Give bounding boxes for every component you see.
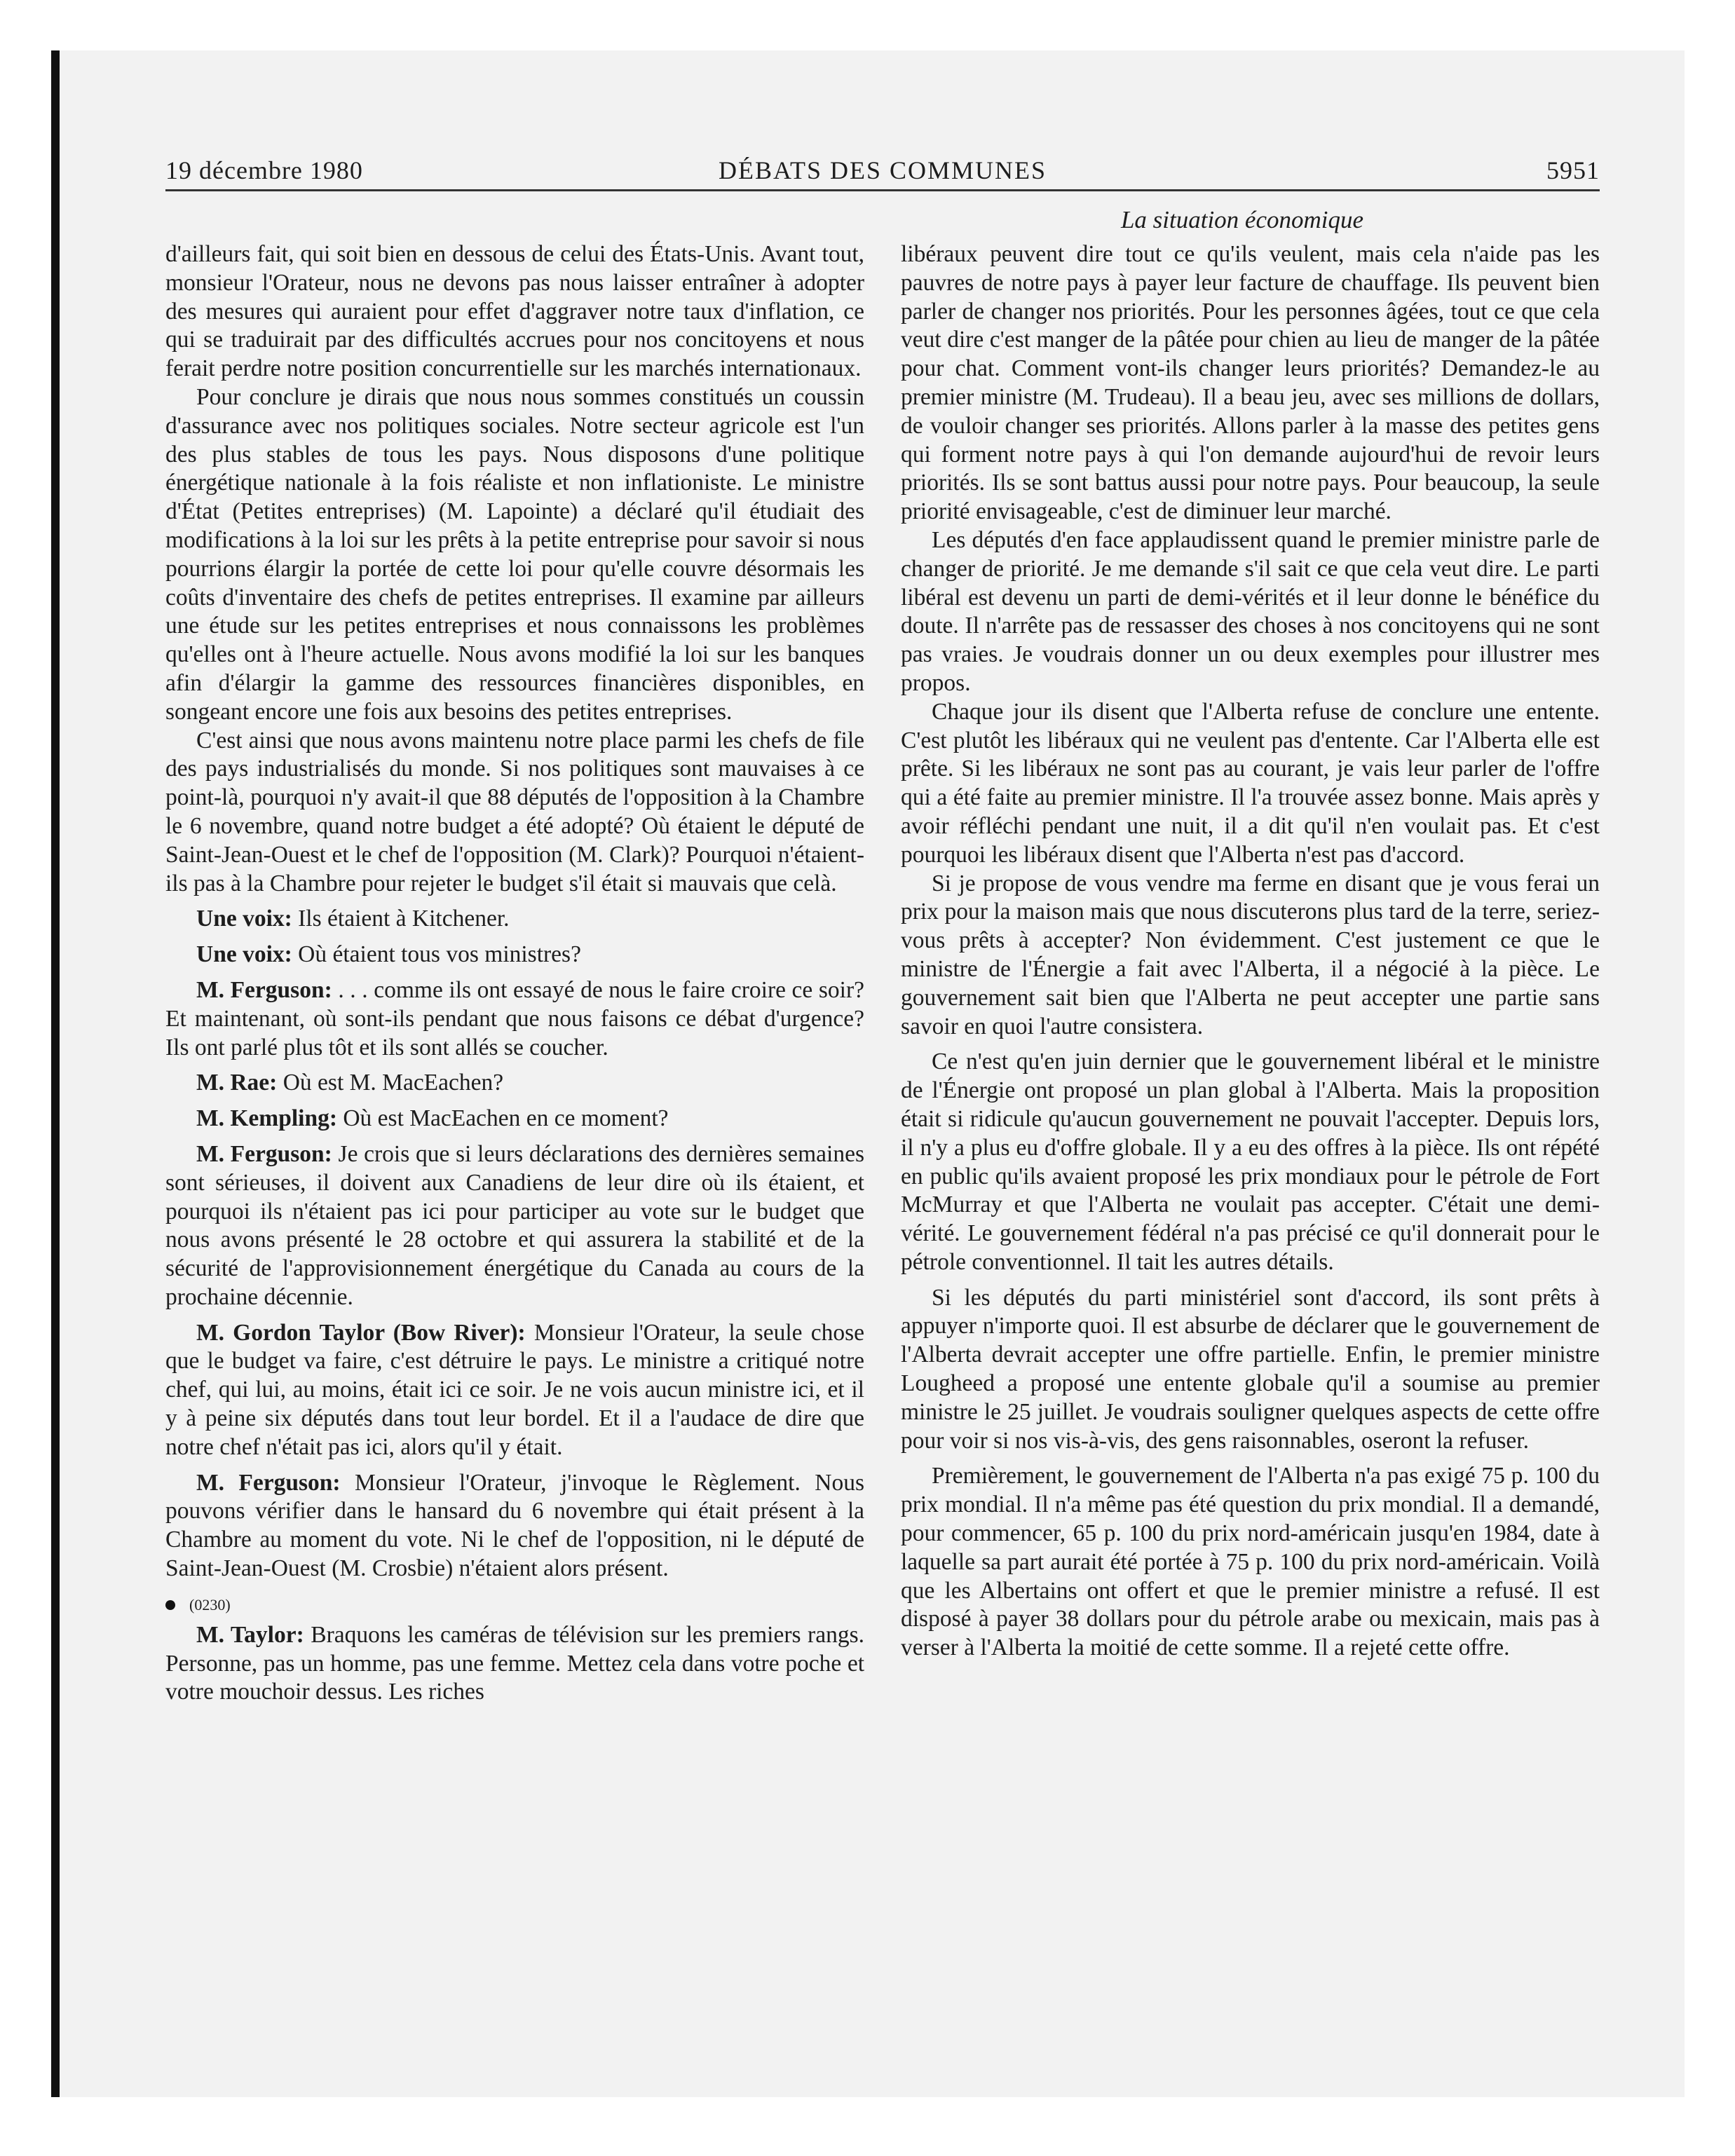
speech-paragraph bbox=[165, 1621, 864, 1707]
speaker-name: M. Taylor: bbox=[196, 1621, 304, 1648]
speaker-name: M. Ferguson: bbox=[196, 1469, 341, 1496]
speaker-name: M. Ferguson: bbox=[196, 976, 332, 1003]
speech-paragraph bbox=[165, 976, 864, 1062]
paragraph: Chaque jour ils disent que l'Alberta refuse de conclure une entente. C'est plutôt les libéraux qui ne veulent pas d'entente. Car l'Alberta elle est prête. Si les libéraux ne sont pas au courant, je vais leur parler de l'offre qui a été faite au premier ministre. Il l'a trouvée assez bonne. Mais après y avoir réfléchi pendant une nuit, il a dit qu'il n'en voulait pas. Et c'est pourquoi les libéraux disent que l'Alberta n'est pas d'accord. bbox=[901, 698, 1600, 868]
header-title: DÉBATS DES COMMUNES bbox=[718, 156, 1047, 184]
paragraph: d'ailleurs fait, qui soit bien en dessous de celui des États-Unis. Avant tout, monsieur l'Orateur, nous ne devons pas nous laisser entraîner à adopter des mesures qui auraient pour effet d'aggraver notre taux d'inflation, ce qui se traduirait par des difficultés accrues pour nos concitoyens et nous ferait perdre notre position concurrentielle sur les marchés internationaux. bbox=[165, 241, 864, 382]
speech-text: . . . comme ils ont essayé de nous le faire croire ce soir? Et maintenant, où sont-ils pendant que nous faisons ce débat d'urgence? Ils ont parlé plus tôt et ils sont allés se coucher. bbox=[165, 976, 864, 1060]
speech-text: Où est MacEachen en ce moment? bbox=[336, 1105, 669, 1132]
speech-text: Où étaient tous vos ministres? bbox=[292, 941, 581, 968]
right-column bbox=[901, 240, 1600, 1663]
paragraph: Ce n'est qu'en juin dernier que le gouvernement libéral et le ministre de l'Énergie ont proposé un plan global à l'Alberta. Mais la proposition était si ridicule qu'aucun gouvernement ne pouvait l'accepter. Depuis lors, il n'y a plus eu d'offre globale. Il y a eu des offres à la pièce. Ils ont répété en public qu'ils avaient proposé les prix mondiaux pour le pétrole de Fort McMurray et que l'Alberta ne voulait pas accepter. C'était une demi-vérité. Le gouvernement fédéral n'a pas précisé ce qu'il donnerait pour le pétrole conventionnel. Il tait les autres détails. bbox=[901, 1049, 1600, 1275]
speech-paragraph bbox=[165, 1069, 864, 1098]
bullet-icon bbox=[165, 1600, 175, 1610]
speaker-name: M. Kempling: bbox=[196, 1105, 337, 1132]
page-header bbox=[165, 153, 1600, 191]
speech-text: Je crois que si leurs déclarations des dernières semaines sont sérieuses, il doivent aux Canadiens de leur dire où ils étaient, et pourquoi ils n'étaient pas ici pour participer au vote sur le budget que nous avons présenté le 28 octobre et qui assurera la stabilité et de la sécurité de l'approvisionnement énergétique du Canada au cours de la prochaine décennie. bbox=[165, 1140, 864, 1310]
timestamp bbox=[165, 1595, 864, 1616]
speech-paragraph bbox=[165, 1469, 864, 1583]
paragraph: libéraux peuvent dire tout ce qu'ils veulent, mais cela n'aide pas les pauvres de notre pays à payer leur facture de chauffage. Ils peuvent bien parler de changer nos priorités. Pour les personnes âgées, tout ce que cela veut dire c'est manger de la pâtée pour chien au lieu de manger de la pâtée pour chat. Comment vont-ils changer leurs priorités? Demandez-le au premier ministre (M. Trudeau). Il a beau jeu, avec ses millions de dollars, de vouloir changer ses priorités. Allons parler à la masse des petites gens qui forment notre pays à qui l'on demande aujourd'hui de revoir leurs priorités. Ils se sont battus aussi pour notre pays. Pour beaucoup, la seule priorité envisageable, c'est de diminuer leur marché. bbox=[901, 241, 1600, 525]
section-title: La situation économique bbox=[1120, 206, 1364, 233]
header-date: 19 décembre 1980 bbox=[165, 156, 363, 184]
speaker-name: M. Ferguson: bbox=[196, 1140, 332, 1167]
speech-paragraph bbox=[165, 1319, 864, 1462]
page-number: 5951 bbox=[1546, 156, 1600, 184]
speaker-name: Une voix: bbox=[196, 941, 292, 968]
speech-paragraph bbox=[165, 1105, 864, 1133]
speech-text: Ils étaient à Kitchener. bbox=[292, 906, 510, 932]
speaker-name: Une voix: bbox=[196, 906, 292, 932]
paragraph: C'est ainsi que nous avons maintenu notre place parmi les chefs de file des pays industrialisés du monde. Si nos politiques sont mauvaises à ce point-là, pourquoi n'y avait-il que 88 députés de l'opposition à la Chambre le 6 novembre, quand notre budget a été adopté? Où étaient le député de Saint-Jean-Ouest et le chef de l'opposition (M. Clark)? Pourquoi n'étaient-ils pas à la Chambre pour rejeter le budget s'il était si mauvais que celà. bbox=[165, 727, 864, 896]
paragraph: Les députés d'en face applaudissent quand le premier ministre parle de changer de priorité. Je me demande s'il sait ce que cela veut dire. Le parti libéral est devenu un parti de demi-vérités et il leur donne le bénéfice du doute. Il n'arrête pas de ressasser des choses à nos concitoyens qui ne sont pas vraies. Je voudrais donner un ou deux exemples pour illustrer mes propos. bbox=[901, 526, 1600, 696]
speaker-name: M. Gordon Taylor (Bow River): bbox=[196, 1319, 526, 1346]
left-column bbox=[165, 240, 864, 1707]
speech-text: Monsieur l'Orateur, la seule chose que le budget va faire, c'est détruire le pays. Le ministre a critiqué notre chef, qui lui, au moins, était ici ce soir. Je ne vois aucun ministre ici, et il y à peine six députés dans tout leur bordel. Et il a l'audace de dire que notre chef n'était pas ici, alors qu'il y était. bbox=[165, 1319, 864, 1460]
speech-text: Monsieur l'Orateur, j'invoque le Règlement. Nous pouvons vérifier dans le hansard du 6 novembre qui était présent à la Chambre au moment du vote. Ni le chef de l'opposition, ni le député de Saint-Jean-Ouest (M. Crosbie) n'étaient alors présent. bbox=[165, 1469, 864, 1582]
timestamp-text: (0230) bbox=[189, 1595, 231, 1613]
speech-text: Braquons les caméras de télévision sur les premiers rangs. Personne, pas un homme, pas une femme. Mettez cela dans votre poche et votre mouchoir dessus. Les riches bbox=[165, 1621, 864, 1705]
paragraph: Pour conclure je dirais que nous nous sommes constitués un coussin d'assurance avec nos politiques sociales. Notre secteur agricole est l'un des plus stables de tous les pays. Nous disposons d'une politique énergétique nationale à la fois réaliste et non inflationiste. Le ministre d'État (Petites entreprises) (M. Lapointe) a déclaré qu'il étudiait des modifications à la loi sur les prêts à la petite entreprise pour savoir si nous pourrions élargir la portée de cette loi pour qu'elle couvre désormais les coûts d'inventaire des chefs de petites entreprises. Il examine par ailleurs une étude sur les petites entreprises et nous connaissons les problèmes qu'elles ont à l'heure actuelle. Nous avons modifié la loi sur les banques afin d'élargir la gamme des ressources financières disponibles, en songeant encore une fois aux besoins des petites entreprises. bbox=[165, 383, 864, 725]
scan-edge-bar bbox=[51, 50, 60, 2097]
speech-text: Où est M. MacEachen? bbox=[277, 1070, 504, 1096]
speech-paragraph bbox=[165, 941, 864, 969]
speech-paragraph bbox=[165, 905, 864, 934]
paragraph: Premièrement, le gouvernement de l'Alberta n'a pas exigé 75 p. 100 du prix mondial. Il n'a même pas été question du prix mondial. Il a demandé, pour commencer, 65 p. 100 du prix nord-américain jusqu'en 1984, date à laquelle sa part aurait été portée à 75 p. 100 du prix nord-américain. Voilà que les Albertains ont offert et que le premier ministre a refusé. Il est disposé à payer 38 dollars pour du pétrole arabe ou mexicain, mais pas à verser à l'Alberta la moitié de cette somme. Il a rejeté cette offre. bbox=[901, 1463, 1600, 1661]
speaker-name: M. Rae: bbox=[196, 1070, 278, 1096]
paragraph: Si les députés du parti ministériel sont d'accord, ils sont prêts à appuyer n'importe quoi. Il est absurbe de déclarer que le gouvernement de l'Alberta devrait accepter une offre partielle. Enfin, le premier ministre Lougheed a proposé une entente globale qu'il a soumise au premier ministre le 25 juillet. Je voudrais souligner quelques aspects de cette offre pour voir si nos vis-à-vis, des gens raisonnables, oseront la refuser. bbox=[901, 1284, 1600, 1454]
paragraph: Si je propose de vous vendre ma ferme en disant que je vous ferai un prix pour la maison mais que nous discuterons plus tard de la terre, seriez-vous prêts à accepter? Non évidemment. C'est justement ce que le ministre de l'Énergie a fait avec l'Alberta, il a négocié à la pièce. Le gouvernement sait bien que l'Alberta ne peut accepter une partie sans savoir en quoi l'autre consistera. bbox=[901, 870, 1600, 1039]
speech-paragraph bbox=[165, 1140, 864, 1312]
